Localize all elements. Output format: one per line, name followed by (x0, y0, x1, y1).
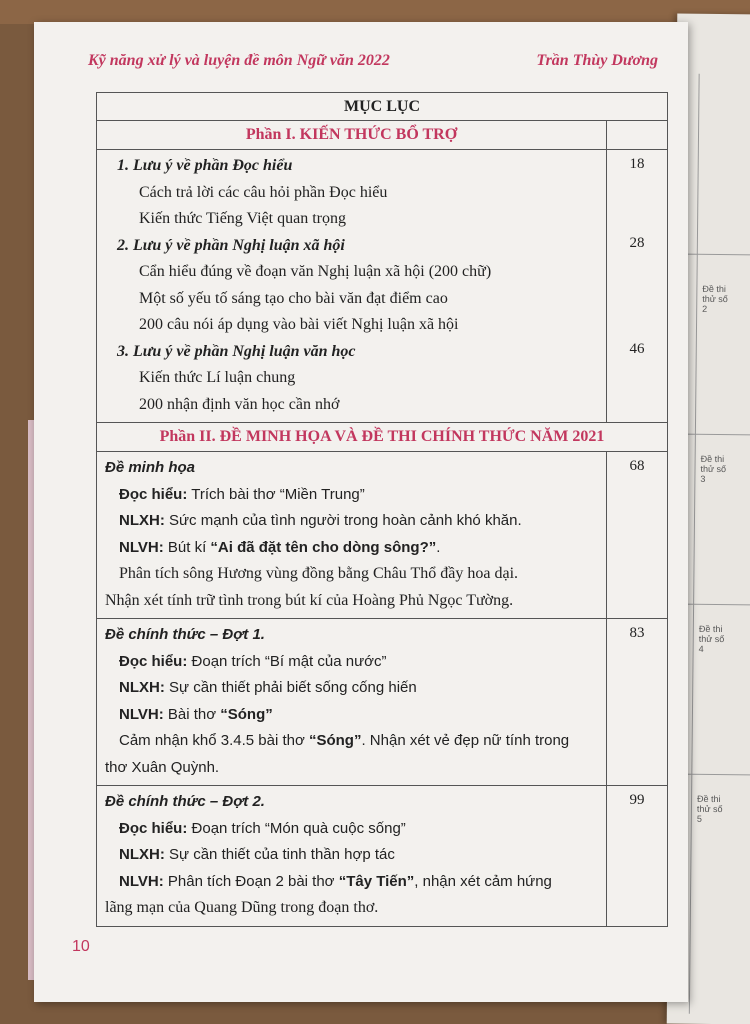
entry-title: Đề minh họa (105, 459, 196, 476)
nlxh-label: NLXH: (119, 512, 165, 529)
page-cell (607, 150, 667, 422)
doc-hieu-text: Đoạn trích “Món quà cuộc sống” (191, 819, 406, 837)
book-title: Kỹ năng xử lý và luyện đề môn Ngữ văn 2022 (88, 52, 390, 69)
desk-background (0, 0, 750, 24)
toc-entry (97, 786, 667, 926)
entry-content (97, 786, 607, 926)
right-page-label: Đề thi thử số 4 (698, 623, 725, 654)
page-number: 10 (72, 938, 90, 955)
entry-title: Đề chính thức – Đợt 1. (105, 626, 265, 643)
part1-heading-row (97, 121, 667, 150)
nlvh-work-title: “Sóng” (220, 705, 273, 723)
nlxh-label: NLXH: (119, 846, 165, 863)
book-page (34, 22, 688, 1002)
toc-entry (97, 452, 667, 619)
entry-title: 1. Lưu ý về phần Đọc hiểu (117, 157, 293, 174)
entry-subitem: Cẩn hiểu đúng về đoạn văn Nghị luận xã hội (200 chữ) (139, 263, 492, 280)
author-name: Trần Thùy Dương (536, 52, 658, 69)
nlvh-work-title: “Ai đã đặt tên cho dòng sông?” (210, 538, 437, 556)
entry-title: 2. Lưu ý về phần Nghị luận xã hội (117, 236, 345, 254)
entry-subitem: 200 nhận định văn học cần nhớ (139, 395, 340, 413)
doc-hieu-label: Đọc hiểu: (119, 819, 188, 837)
nlvh-text: Bài thơ (167, 705, 217, 723)
nlxh-text: Sự cần thiết của tinh thần hợp tác (169, 846, 395, 863)
entry-subitem: 200 câu nói áp dụng vào bài viết Nghị luận xã hội (139, 316, 459, 333)
entry-title: 3. Lưu ý về phần Nghị luận văn học (117, 342, 356, 360)
entry-subitem: Cách trả lời các câu hỏi phần Đọc hiểu (139, 183, 388, 201)
entry-content (97, 452, 607, 618)
toc-title: MỤC LỤC (97, 93, 667, 121)
nlvh-text: Bút kí (167, 538, 207, 556)
right-page-label: Đề thi thử số 3 (700, 453, 727, 484)
table-border (689, 74, 700, 1014)
page-number-cell: 18 (629, 156, 645, 172)
nlvh-text: , nhận xét cảm hứng (414, 872, 552, 890)
nlxh-text: Sự cần thiết phải biết sống cống hiến (169, 679, 417, 696)
nlvh-work-title: “Tây Tiến” (338, 872, 415, 890)
doc-hieu-label: Đọc hiểu: (119, 652, 188, 670)
table-of-contents (96, 92, 668, 927)
task-text: Nhận xét tính trữ tình trong bút kí của Hoàng Phủ Ngọc Tường. (105, 591, 514, 609)
nlvh-text: lãng mạn của Quang Dũng trong đoạn thơ. (105, 899, 379, 916)
page-number-cell: 99 (629, 792, 645, 808)
right-page-label: Đề thi thử số 5 (696, 793, 723, 824)
right-page-label: Đề thi thử số 2 (702, 283, 728, 314)
nlvh-label: NLVH: (119, 705, 164, 723)
part1-heading: Phần I. KIẾN THỨC BỔ TRỢ (97, 121, 607, 149)
task-text: Phân tích sông Hương vùng đồng bằng Châu Thổ đầy hoa dại. (119, 565, 519, 582)
entry-content (97, 619, 607, 785)
part2-heading: Phần II. ĐỀ MINH HỌA VÀ ĐỀ THI CHÍNH THỨC NĂM 2021 (159, 428, 605, 445)
nlvh-label: NLVH: (119, 872, 164, 890)
task-text: Cảm nhận khổ 3.4.5 bài thơ (119, 732, 305, 749)
page-number-cell: 46 (629, 341, 645, 357)
page-number-cell: 83 (629, 625, 645, 641)
page-cell (607, 121, 667, 149)
entry-subitem: Một số yếu tố sáng tạo cho bài văn đạt điểm cao (139, 289, 448, 307)
toc-entry (97, 619, 667, 786)
part2-heading-row (97, 423, 667, 452)
page-number-cell: 28 (629, 235, 645, 251)
doc-hieu-text: Trích bài thơ “Miền Trung” (191, 485, 365, 503)
nlvh-text: Phân tích Đoạn 2 bài thơ (167, 872, 335, 890)
entry-title: Đề chính thức – Đợt 2. (105, 793, 265, 810)
nlvh-label: NLVH: (119, 538, 164, 556)
task-text: . Nhận xét vẻ đẹp nữ tính trong (361, 732, 570, 749)
nlxh-text: Sức mạnh của tình người trong hoàn cảnh khó khăn. (169, 512, 522, 529)
entry-subitem: Kiến thức Lí luận chung (139, 369, 296, 386)
nlxh-label: NLXH: (119, 679, 165, 696)
task-text: thơ Xuân Quỳnh. (105, 758, 220, 776)
toc-entry (97, 150, 667, 423)
doc-hieu-label: Đọc hiểu: (119, 485, 188, 503)
nlvh-text: . (436, 538, 441, 556)
entry-content (97, 150, 607, 422)
task-work-title: “Sóng” (308, 732, 362, 749)
doc-hieu-text: Đoạn trích “Bí mật của nước” (191, 652, 387, 670)
entry-subitem: Kiến thức Tiếng Việt quan trọng (139, 210, 346, 227)
page-number-cell: 68 (629, 458, 645, 474)
